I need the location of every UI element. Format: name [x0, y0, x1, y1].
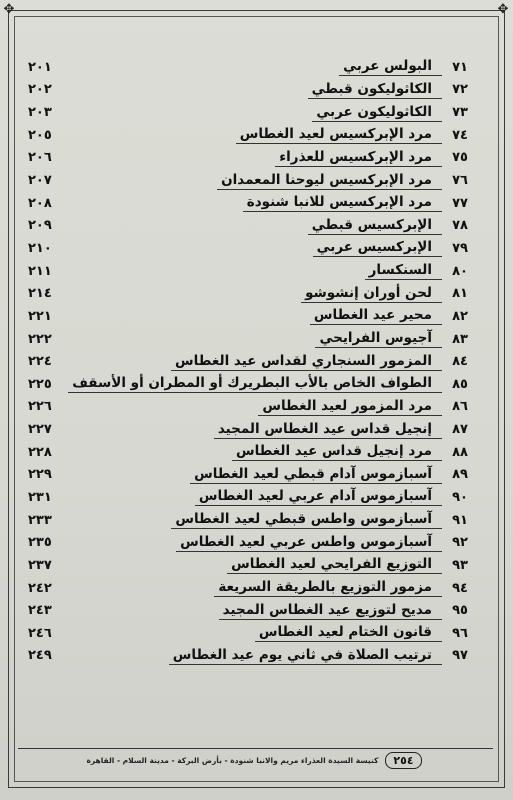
toc-entry-page: ٢٠٦ [28, 150, 52, 166]
toc-entry-page: ٢٣١ [28, 489, 52, 505]
toc-entry-number: ٧٨ [452, 218, 468, 234]
toc-entry-number: ٨٥ [452, 376, 468, 392]
toc-entry-page: ٢٢٧ [28, 422, 52, 438]
toc-entry-number: ٧٩ [452, 240, 468, 256]
toc-entry-title: آسبازموس آدام قبطي لعيد الغطاس [190, 466, 442, 484]
toc-entry-title: مرد إنجيل قداس عيد الغطاس [232, 443, 442, 461]
page-footer [18, 748, 493, 771]
toc-entry-number: ٩٦ [452, 625, 468, 641]
toc-entry-title: قانون الختام لعيد الغطاس [255, 624, 442, 642]
toc-entry-page: ٢٣٣ [28, 512, 52, 528]
toc-entry-number: ٨٩ [452, 467, 468, 483]
toc-entry-title: الإبركسيس قبطي [308, 217, 442, 235]
toc-entry-title: لحن أوران إنشوشو [301, 285, 442, 303]
toc-entry-page: ٢٣٧ [28, 557, 52, 573]
toc-entry-page: ٢٤٢ [28, 580, 52, 596]
toc-entry-page: ٢٣٥ [28, 535, 52, 551]
toc-entry-page: ٢٤٩ [28, 648, 52, 664]
toc-entry-title: آسبازموس واطس عربي لعيد الغطاس [176, 534, 442, 552]
toc-entry-page: ٢٢٦ [28, 399, 52, 415]
table-of-contents [28, 56, 468, 667]
toc-row [28, 441, 468, 464]
toc-entry-number: ٧٧ [452, 195, 468, 211]
toc-entry-title: الكاثوليكون عربي [312, 104, 442, 122]
toc-entry-number: ٨٨ [452, 444, 468, 460]
toc-entry-page: ٢٠٣ [28, 105, 52, 121]
toc-entry-number: ٩١ [452, 512, 468, 528]
toc-entry-page: ٢٢٥ [28, 376, 52, 392]
toc-row [28, 101, 468, 124]
toc-entry-number: ٧٢ [452, 82, 468, 98]
toc-entry-number: ٨٣ [452, 331, 468, 347]
toc-entry-page: ٢٢٤ [28, 354, 52, 370]
toc-entry-number: ٨٤ [452, 354, 468, 370]
toc-entry-title: آجيوس الفرايحي [315, 330, 442, 348]
toc-entry-title: الإبركسيس عربي [313, 239, 442, 257]
toc-row [28, 577, 468, 600]
toc-entry-title: مديح لتوزيع عيد الغطاس المجيد [219, 602, 442, 620]
toc-row [28, 192, 468, 215]
toc-row [28, 56, 468, 79]
toc-entry-page: ٢٤٦ [28, 625, 52, 641]
toc-entry-page: ٢١٤ [28, 286, 52, 302]
toc-entry-title: التوزيع الفرايحي لعيد الغطاس [227, 556, 442, 574]
toc-row [28, 373, 468, 396]
toc-entry-title: آسبازموس واطس قبطي لعيد الغطاس [171, 511, 442, 529]
toc-row [28, 418, 468, 441]
toc-row [28, 645, 468, 668]
toc-entry-number: ٧٤ [452, 127, 468, 143]
toc-entry-title: ترتيب الصلاة في ثاني يوم عيد الغطاس [169, 647, 442, 665]
toc-entry-title: محير عيد الغطاس [310, 307, 442, 325]
toc-entry-title: المزمور السنجاري لقداس عيد الغطاس [171, 353, 442, 371]
toc-row [28, 282, 468, 305]
toc-row [28, 124, 468, 147]
toc-entry-number: ٩٢ [452, 535, 468, 551]
toc-entry-page: ٢٤٣ [28, 603, 52, 619]
toc-entry-page: ٢٠٧ [28, 173, 52, 189]
toc-row [28, 169, 468, 192]
footer-church-name: كنيسة السيدة العذراء مريم والانبا شنودة - بأرض البركة - مدينة السلام - القاهرة [86, 755, 379, 765]
toc-row [28, 260, 468, 283]
toc-entry-title: الكاثوليكون قبطي [308, 81, 442, 99]
toc-entry-number: ٩٠ [452, 489, 468, 505]
toc-row [28, 622, 468, 645]
toc-entry-number: ٧٥ [452, 150, 468, 166]
toc-entry-page: ٢٠٩ [28, 218, 52, 234]
toc-row [28, 79, 468, 102]
toc-row [28, 147, 468, 170]
toc-row [28, 350, 468, 373]
toc-row [28, 328, 468, 351]
toc-entry-page: ٢٢٩ [28, 467, 52, 483]
toc-row [28, 486, 468, 509]
toc-entry-title: البولس عربي [339, 58, 442, 76]
toc-row [28, 305, 468, 328]
toc-entry-number: ٨٦ [452, 399, 468, 415]
toc-entry-number: ٧١ [452, 59, 468, 75]
toc-entry-page: ٢٢٢ [28, 331, 52, 347]
toc-entry-title: مرد الإبركسيس للانبا شنودة [243, 194, 442, 212]
toc-row [28, 464, 468, 487]
toc-entry-page: ٢٠٨ [28, 195, 52, 211]
toc-entry-page: ٢٢١ [28, 308, 52, 324]
toc-entry-number: ٩٧ [452, 648, 468, 664]
toc-entry-title: مزمور التوزيع بالطريقة السريعة [214, 579, 442, 597]
toc-entry-number: ٩٥ [452, 603, 468, 619]
toc-entry-title: مرد الإبركسيس لعيد الغطاس [236, 126, 442, 144]
page-number-box: ٢٥٤ [385, 752, 421, 769]
toc-entry-number: ٩٣ [452, 557, 468, 573]
toc-entry-page: ٢١١ [28, 263, 52, 279]
toc-row [28, 509, 468, 532]
toc-entry-title: السنكسار [365, 262, 442, 280]
toc-entry-number: ٨١ [452, 286, 468, 302]
toc-entry-title: آسبازموس آدام عربي لعيد الغطاس [195, 488, 442, 506]
toc-row [28, 599, 468, 622]
corner-ornament-icon: ✥ [497, 2, 509, 17]
corner-ornament-icon: ✥ [3, 2, 15, 17]
toc-entry-title: إنجيل قداس عيد الغطاس المجيد [214, 421, 442, 439]
toc-entry-page: ٢٠٥ [28, 127, 52, 143]
toc-entry-title: مرد الإبركسيس للعذراء [275, 149, 442, 167]
toc-row [28, 531, 468, 554]
toc-entry-number: ٨٢ [452, 308, 468, 324]
toc-entry-page: ٢٢٨ [28, 444, 52, 460]
toc-entry-page: ٢١٠ [28, 240, 52, 256]
toc-entry-title: الطواف الخاص بالأب البطريرك أو المطران أو الأسقف [68, 375, 442, 393]
toc-row [28, 554, 468, 577]
toc-entry-number: ٨٧ [452, 422, 468, 438]
toc-entry-title: مرد المزمور لعيد الغطاس [258, 398, 442, 416]
toc-entry-number: ٨٠ [452, 263, 468, 279]
toc-row [28, 214, 468, 237]
toc-entry-page: ٢٠١ [28, 59, 52, 75]
toc-row [28, 396, 468, 419]
toc-entry-number: ٧٦ [452, 173, 468, 189]
toc-entry-title: مرد الإبركسيس ليوحنا المعمدان [217, 172, 442, 190]
toc-entry-page: ٢٠٢ [28, 82, 52, 98]
toc-entry-number: ٧٣ [452, 105, 468, 121]
toc-row [28, 237, 468, 260]
toc-entry-number: ٩٤ [452, 580, 468, 596]
